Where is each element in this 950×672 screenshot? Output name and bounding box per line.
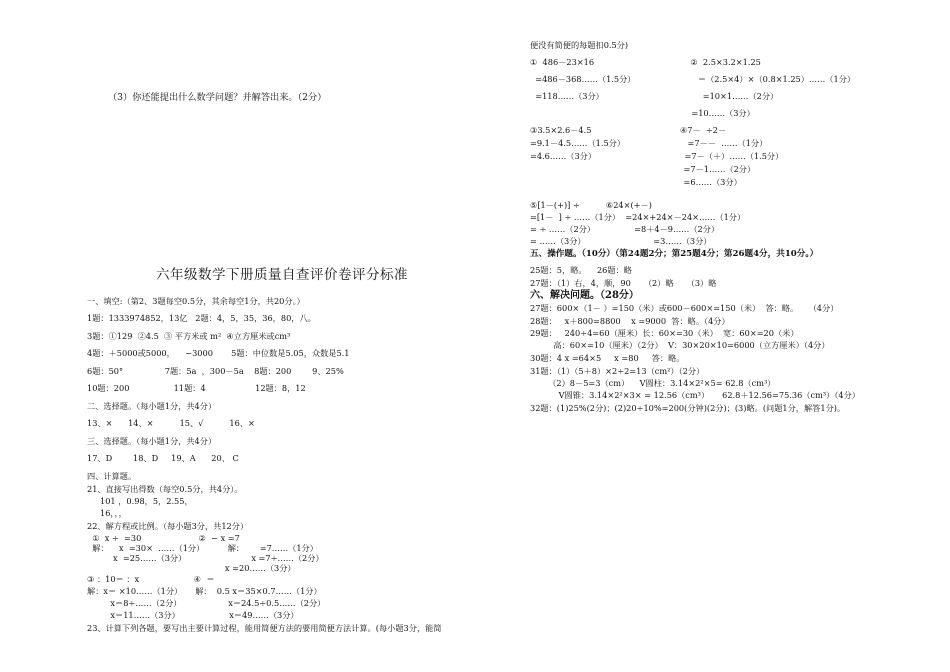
answer-line: = ……（3分） =3……（3分） [530, 236, 712, 246]
answer-line: 二、选择题。（每小题1分，共4分） [87, 401, 217, 411]
answer-line: =7－1……（2分） [530, 164, 756, 174]
answer-line: 30题：4 x =64×5 x =80 答：略。 [530, 353, 685, 363]
answer-line: 21、直接写出得数（每空0.5分，共4分）。 [87, 484, 243, 494]
answer-line: 25题：5，略。 26题：略 [530, 265, 632, 275]
section-heading-problems: 六、解决问题。（28分） [530, 290, 639, 301]
answer-line: 13、× 14、× 15、√ 16、× [87, 418, 255, 428]
right-column [500, 0, 950, 672]
answer-line: 23、计算下列各题，要写出主要计算过程，能用简便方法的要用简便方法计算。(每小题3分，能简 [87, 623, 442, 633]
answer-line: 三、选择题。（每小题1分，共4分） [87, 436, 217, 446]
answer-line: =6……（3分） [530, 177, 742, 187]
section-heading-operation: 五、操作题。（10分）（第24题2分；第25题4分；第26题4分，共10分。） [530, 249, 819, 259]
answer-line: 便没有简便的每题扣0.5分) [530, 40, 629, 50]
answer-line: 6题：50° 7题：5a ，300－5a 8题：200 9、25% [87, 366, 344, 376]
answer-line: =118……（3分） =10×1……（2分） [530, 91, 779, 101]
answer-line: =4.6……（3分） =7－（＋）……（1.5分） [530, 151, 784, 161]
answer-line: 22、解方程或比例。（每小题3分，共12分） [87, 521, 249, 531]
answer-line: =486－368……（1.5分） ＝（2.5×4）×（0.8×1.25）……（1分） [530, 74, 856, 84]
answer-line: x =25……（3分） x =7÷……（2分） [87, 553, 324, 563]
answer-line: ③3.5×2.6－4.5 ④7－ ÷2－ [530, 125, 727, 135]
answer-line: 31题：（1）（5＋8）×2÷2=13（cm²）（2分） [530, 366, 705, 376]
answer-line: =9.1－4.5……（1.5分） =7－－ ……（1分） [530, 138, 768, 148]
answer-line: =10……（3分） [530, 108, 755, 118]
answer-line: 27题：600×（1－ ）=150（米）或600－600×=150（米） 答：略。 （4分） [530, 303, 839, 313]
answer-line: 28题： x＋800=8800 x =9000 答：略。（4分） [530, 316, 730, 326]
answer-line: x＝11……（3分） x＝49……（3分） [87, 610, 299, 620]
answer-line: 10题：200 11题：4 12题：8，12 [87, 383, 306, 393]
answer-line: 1题：1333974852，13亿 2题：4，5，35，36，80，八。 [87, 313, 316, 323]
answer-line: ③ ：10＝ ：x ④ ＝ [87, 574, 215, 584]
q3-question-text: （3）你还能提出什么数学问题？并解答出来。（2分） [108, 92, 327, 103]
answer-line: x＝8÷……（2分） x＝24.5÷0.5……（2分） [87, 598, 326, 608]
answer-line: 27题：（1）右，4，顺，90 （2）略 （3）略 [530, 278, 717, 288]
answer-line: 解： x =30× ……（1分） 解： =7……（1分） [87, 543, 318, 553]
answer-line: =[1－ ] ÷ ……（1分） =24×+24×－24×……（1分） [530, 212, 746, 222]
answer-line: 解：x＝ ×10……（1分） 解： 0.5 x＝35×0.7……（1分） [87, 586, 322, 596]
answer-line: 29题： 240÷4=60（厘米）长：60×=30（米） 宽：60×=20（米） [530, 328, 799, 338]
answer-line: V圆锥：3.14×2²×3× = 12.56（cm³） 62.8＋12.56=75.36（cm³）（4分） [530, 390, 860, 400]
answer-line: 16，，， [87, 508, 127, 518]
answer-line: ① x ÷ =30 ② − x =7 [87, 533, 240, 543]
answer-line: 17、D 18、D 19、A 20、 C [87, 453, 239, 463]
answer-line: = ÷ ……（2分） =8＋4－9……（2分） [530, 224, 720, 234]
answer-line: 101 ，0.98，5，2.55， [87, 496, 193, 506]
answer-line: ⑤[1－(+)] ÷ ⑥24×(+－) [530, 200, 652, 210]
answer-line: （2）8－5=3（cm） V圆柱：3.14×2²×5= 62.8（cm³） [530, 378, 776, 388]
answer-line: 32题：(1)25%(2分)；(2)20÷10%=200(分钟)(2分)；(3)略。(问题1分，解答1分)。 [530, 403, 846, 413]
answer-line: 四、计算题。 [87, 471, 137, 481]
answer-line: 3题：①129 ②4.5 ③ 平方米或 m² ④立方厘米或cm³ [87, 331, 291, 341]
answer-line: 4题：＋5000或5000， −3000 5题：中位数是5.05，众数是5.1 [87, 348, 350, 358]
answer-line: 一、填空:（第2、3题每空0.5分，其余每空1分，共20分。） [87, 296, 305, 306]
answer-line: 高：60×=10（厘米）（2分） V：30×20×10=6000（立方厘米）（4分） [530, 340, 830, 350]
answer-line: ① 486－23×16 ② 2.5×3.2×1.25 [530, 57, 761, 67]
answer-line: x =20……（3分） [87, 563, 296, 573]
page-title: 六年级数学下册质量自查评价卷评分标准 [156, 267, 408, 283]
